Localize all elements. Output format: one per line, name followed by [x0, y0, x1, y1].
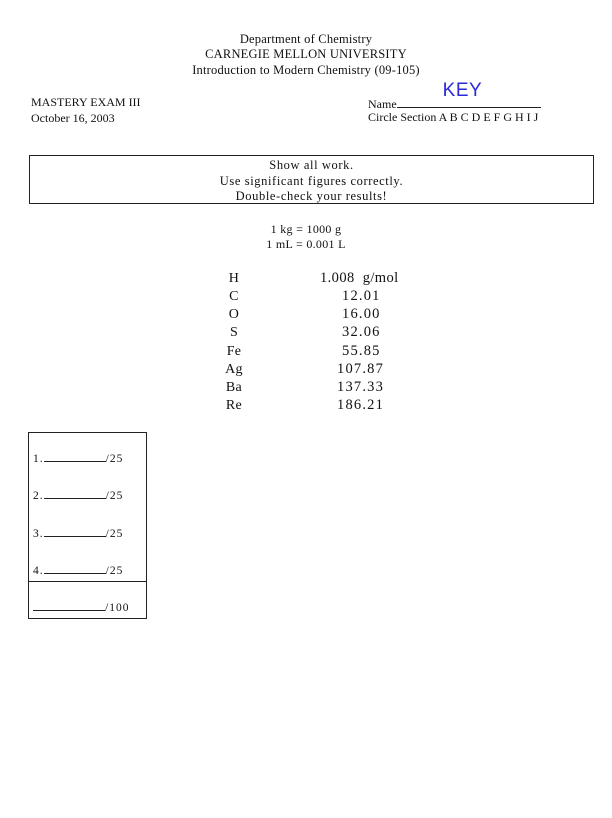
element-mass: 32.06 — [342, 324, 381, 340]
score-box — [28, 432, 147, 619]
instruction-line: Show all work. — [269, 158, 354, 172]
score-field[interactable] — [44, 563, 106, 574]
score-label: 2. — [33, 490, 44, 502]
element-symbol: Re — [225, 398, 243, 413]
element-symbol: C — [229, 289, 239, 304]
score-max: /25 — [105, 565, 124, 577]
score-row — [33, 563, 123, 577]
name-input[interactable] — [397, 80, 541, 108]
score-row — [33, 451, 123, 465]
element-mass: 1.008 g/mol — [320, 270, 399, 286]
element-symbol: Ba — [225, 380, 243, 395]
university-heading: CARNEGIE MELLON UNIVERSITY — [205, 47, 407, 61]
total-row — [33, 600, 129, 614]
score-label: 3. — [33, 528, 44, 540]
exam-title: MASTERY EXAM III — [31, 95, 141, 109]
instruction-line: Double-check your results! — [235, 189, 388, 203]
conversion-line: 1 kg = 1000 g — [270, 222, 342, 236]
score-row — [33, 488, 123, 502]
score-row — [33, 526, 123, 540]
element-mass: 137.33 — [337, 379, 385, 395]
conversion-line: 1 mL = 0.001 L — [266, 237, 346, 251]
score-max: /25 — [105, 453, 124, 465]
element-symbol: Ag — [225, 362, 243, 377]
instructions-box — [29, 155, 594, 204]
element-mass: 16.00 — [342, 306, 381, 322]
department-heading: Department of Chemistry — [239, 32, 373, 46]
name-value: KEY — [442, 80, 483, 101]
name-label: Name — [368, 97, 397, 111]
element-mass: 186.21 — [337, 397, 385, 413]
score-max: /25 — [105, 490, 124, 502]
section-selector: Circle Section A B C D E F G H I J — [368, 110, 539, 124]
instruction-line: Use significant figures correctly. — [219, 173, 404, 188]
exam-date: October 16, 2003 — [31, 111, 115, 125]
course-heading: Introduction to Modern Chemistry (09-105) — [192, 63, 420, 77]
total-max: /100 — [105, 602, 130, 614]
total-field[interactable] — [33, 600, 105, 611]
score-label: 4. — [33, 565, 44, 577]
element-symbol: O — [228, 307, 240, 322]
score-field[interactable] — [44, 488, 106, 499]
element-symbol: H — [228, 271, 240, 286]
element-mass: 107.87 — [337, 361, 385, 377]
total-divider — [29, 581, 146, 582]
score-max: /25 — [105, 528, 124, 540]
mass-unit: g/mol — [362, 270, 399, 286]
element-symbol: Fe — [226, 344, 242, 359]
element-mass: 12.01 — [342, 288, 381, 304]
element-mass: 55.85 — [342, 343, 381, 359]
score-field[interactable] — [44, 451, 106, 462]
element-symbol: S — [229, 325, 239, 340]
score-field[interactable] — [44, 526, 106, 537]
score-label: 1. — [33, 453, 44, 465]
